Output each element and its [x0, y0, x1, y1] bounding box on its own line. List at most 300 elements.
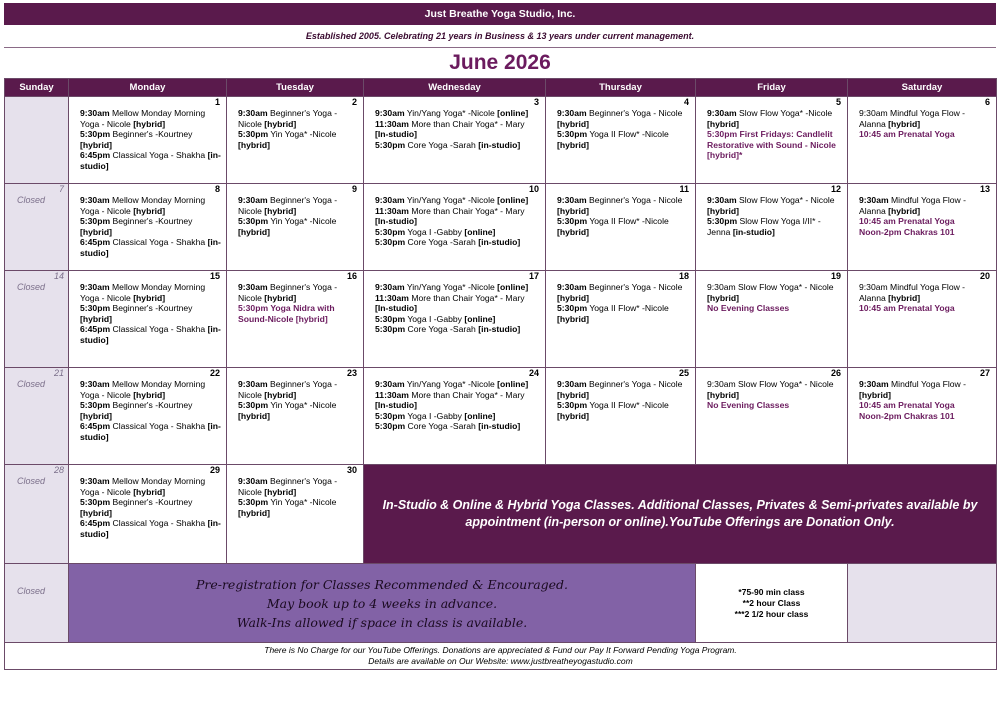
day-cell-content [69, 97, 226, 174]
class-name: Beginner's Yoga - Nicole [238, 195, 338, 216]
day-cell [227, 465, 364, 564]
class-time: 9:30am [859, 195, 889, 205]
day-number: 20 [979, 271, 990, 281]
class-name: Slow Flow Yoga* - Nicole [736, 195, 835, 205]
class-entry [557, 195, 690, 216]
class-format: [hybrid] [557, 226, 589, 237]
day-header-sunday: Sunday [5, 79, 69, 97]
class-name: Slow Flow Yoga I/II* - Jenna [707, 216, 821, 237]
week-row-last [5, 465, 997, 564]
day-cell [696, 184, 848, 271]
class-time: 5:30pm [375, 324, 406, 335]
day-number: 4 [683, 97, 689, 107]
calendar-body [5, 97, 997, 670]
class-name: More than Chair Yoga* - Mary [408, 389, 525, 400]
class-entry [80, 108, 221, 129]
class-name: 9:30am Mindful Yoga Flow - Alanna [859, 108, 966, 129]
class-name: Slow Flow Yoga* -Nicole [736, 108, 833, 118]
class-name: Beginner's -Kourtney [110, 303, 193, 314]
legend-line: **2 hour Class [742, 597, 801, 608]
sunday-cell [5, 465, 69, 564]
class-entry [557, 282, 690, 303]
class-format: [hybrid] [859, 389, 891, 400]
class-entry [80, 303, 221, 324]
featured-class: 10:45 am Prenatal Yoga [859, 400, 955, 411]
featured-class: No Evening Classes [707, 400, 790, 411]
day-cell [227, 184, 364, 271]
class-name: Classical Yoga - Shakha [110, 237, 208, 248]
class-entry [375, 119, 540, 140]
class-entry [859, 108, 991, 129]
class-format: [hybrid] [80, 410, 112, 421]
day-cell-content [227, 97, 363, 152]
class-name: Beginner's Yoga - Nicole [586, 195, 683, 205]
week-row [5, 97, 997, 184]
day-cell [696, 97, 848, 184]
week-row [5, 271, 997, 368]
class-time: 9:30am [375, 195, 405, 205]
class-name: Beginner's Yoga - Nicole [238, 282, 338, 303]
class-name: Beginner's Yoga - Nicole [238, 379, 338, 400]
class-time: 9:30am [557, 282, 587, 292]
featured-class: 10:45 am Prenatal Yoga [859, 129, 955, 140]
class-name: Yin Yoga* -Nicole [268, 129, 337, 140]
class-format: [hybrid] [264, 486, 297, 497]
class-entry [707, 195, 842, 216]
class-time: 6:45pm [80, 421, 111, 432]
featured-class: 5:30pm Yoga Nidra with Sound-Nicole [hybrid] [238, 303, 335, 324]
class-format: [hybrid] [707, 205, 739, 216]
class-format: [hybrid] [80, 226, 112, 237]
class-format: [hybrid] [707, 118, 739, 129]
day-number: 13 [979, 184, 990, 194]
class-name: Beginner's Yoga - Nicole [238, 108, 338, 129]
preregistration-note [69, 564, 696, 643]
class-time: 9:30am [238, 282, 268, 292]
class-time: 9:30am [238, 108, 268, 118]
footer-row [5, 643, 997, 670]
class-time: 9:30am [238, 195, 268, 205]
class-format: [hybrid] [133, 486, 166, 497]
class-name: Yin Yoga* -Nicole [268, 400, 337, 411]
day-cell [69, 368, 227, 465]
class-entry [238, 216, 358, 237]
day-cell-content [364, 184, 545, 250]
featured-class: 10:45 am Prenatal Yoga [859, 303, 955, 314]
day-cell [848, 184, 997, 271]
class-time: 5:30pm [557, 129, 588, 140]
class-time: 5:30pm [80, 400, 111, 411]
class-name: Core Yoga -Sarah [405, 421, 479, 432]
day-cell-content [227, 184, 363, 239]
day-cell-content [227, 368, 363, 423]
class-format: [online] [464, 226, 496, 237]
sunday-date: 21 [53, 368, 64, 378]
class-name: 9:30am Mindful Yoga Flow - Alanna [859, 282, 966, 303]
sunday-cell [5, 97, 69, 184]
class-info-box: In-Studio & Online & Hybrid Yoga Classes. Additional Classes, Privates & Semi-privates available by appointment (in-person or online).YouTube Offerings are Donation Only. [364, 465, 997, 564]
day-cell-content [227, 465, 363, 520]
class-entry [557, 129, 690, 150]
class-entry [707, 303, 842, 314]
class-entry [375, 195, 540, 206]
day-number: 11 [679, 184, 689, 194]
class-name: Yoga II Flow* -Nicole [587, 129, 669, 140]
class-entry [707, 216, 842, 237]
class-entry [859, 216, 991, 227]
class-format: [In-studio] [375, 129, 417, 140]
day-number: 2 [351, 97, 357, 107]
class-format: [hybrid] [238, 507, 270, 518]
class-entry [80, 129, 221, 150]
day-number: 17 [528, 271, 539, 281]
day-number: 16 [346, 271, 357, 281]
footer-line: Details are available on Our Website: www.justbreatheyogastudio.com [368, 656, 633, 666]
class-format: [hybrid] [707, 389, 739, 400]
class-time: 5:30pm [557, 400, 588, 411]
day-cell [364, 184, 546, 271]
class-entry [238, 108, 358, 129]
day-cell [848, 271, 997, 368]
class-entry [375, 140, 540, 151]
footer-line: There is No Charge for our YouTube Offerings. Donations are appreciated & Fund our Pay It Forward Pending Yoga Program. [264, 645, 737, 655]
class-entry [557, 400, 690, 421]
class-entry [707, 282, 842, 303]
day-number: 15 [209, 271, 220, 281]
day-header-thursday: Thursday [546, 79, 696, 97]
class-name: Yin Yoga* -Nicole [268, 497, 337, 508]
sunday-cell [5, 368, 69, 465]
class-format: [hybrid] [80, 313, 112, 324]
class-format: [hybrid] [557, 139, 589, 150]
class-entry [375, 324, 540, 335]
class-entry [375, 227, 540, 238]
class-format: [hybrid] [264, 205, 297, 216]
day-number: 25 [678, 368, 689, 378]
class-name: 9:30am Slow Flow Yoga* - Nicole [707, 282, 834, 292]
class-format: [hybrid] [264, 389, 297, 400]
class-entry [375, 206, 540, 227]
class-format: [In-studio] [375, 400, 417, 411]
class-time: 5:30pm [375, 421, 406, 432]
class-format: [in-studio] [80, 150, 221, 171]
day-header-saturday: Saturday [848, 79, 997, 97]
class-entry [238, 400, 358, 421]
class-entry [80, 476, 221, 497]
class-entry [80, 195, 221, 216]
class-entry [375, 421, 540, 432]
class-time: 6:45pm [80, 237, 111, 248]
day-number: 30 [346, 465, 357, 475]
notes-row [5, 564, 997, 643]
studio-name-banner: Just Breathe Yoga Studio, Inc. [4, 3, 996, 25]
class-entry [238, 282, 358, 303]
class-time: 5:30pm [557, 216, 588, 227]
class-name: Yin/Yang Yoga* -Nicole [404, 108, 498, 118]
sunday-cell [5, 184, 69, 271]
day-cell [696, 271, 848, 368]
class-format: [hybrid] [264, 292, 297, 303]
class-format: [hybrid] [264, 118, 297, 129]
day-cell-content [546, 368, 695, 423]
class-format: [in-studio] [478, 421, 521, 432]
day-number: 5 [835, 97, 841, 107]
sunday-cell [5, 271, 69, 368]
class-time: 6:45pm [80, 150, 111, 161]
prereg-line: May book up to 4 weeks in advance. [266, 595, 498, 611]
class-time: 9:30am [557, 195, 587, 205]
class-name: Beginner's Yoga - Nicole [238, 476, 338, 497]
class-format: [in-studio] [478, 139, 521, 150]
day-cell [546, 271, 696, 368]
class-time: 6:45pm [80, 518, 111, 529]
day-cell [227, 271, 364, 368]
sunday-date: 28 [53, 465, 64, 475]
featured-class: 10:45 am Prenatal Yoga [859, 216, 955, 227]
class-format: [hybrid] [557, 205, 589, 216]
class-format: [In-studio] [375, 216, 417, 227]
day-cell-content [696, 271, 847, 316]
class-time: 5:30pm [557, 303, 588, 314]
class-time: 9:30am [859, 379, 889, 389]
class-name: Yin/Yang Yoga* -Nicole [404, 195, 498, 205]
class-time: 5:30pm [80, 303, 111, 314]
day-number: 27 [979, 368, 990, 378]
class-entry [707, 129, 842, 161]
class-entry [375, 108, 540, 119]
day-cell [546, 97, 696, 184]
class-time: 11:30am [375, 205, 409, 216]
class-time: 5:30pm [238, 216, 269, 227]
class-entry [80, 216, 221, 237]
class-name: Mellow Monday Morning Yoga - Nicole [80, 476, 206, 497]
day-number: 3 [533, 97, 539, 107]
class-format: [hybrid] [557, 292, 589, 303]
class-name: Beginner's -Kourtney [110, 129, 193, 140]
class-time: 5:30pm [375, 226, 406, 237]
class-entry [375, 411, 540, 422]
day-number: 19 [830, 271, 841, 281]
day-number: 8 [214, 184, 220, 194]
day-cell [848, 97, 997, 184]
legend-line: *75-90 min class [738, 586, 805, 597]
duration-legend [696, 564, 848, 643]
class-time: 9:30am [80, 195, 110, 205]
legend-line: ***2 1/2 hour class [734, 608, 809, 619]
class-entry [557, 379, 690, 400]
day-cell [227, 97, 364, 184]
featured-class: Noon-2pm Chakras 101 [859, 410, 955, 421]
class-time: 9:30am [557, 108, 587, 118]
class-name: Beginner's -Kourtney [110, 400, 193, 411]
class-entry [238, 195, 358, 216]
class-format: [online] [497, 108, 529, 118]
class-entry [80, 379, 221, 400]
day-cell-content [364, 271, 545, 337]
day-cell-content [546, 271, 695, 326]
month-title: June 2026 [449, 51, 551, 74]
class-format: [hybrid] [80, 139, 112, 150]
class-time: 9:30am [80, 108, 110, 118]
closed-label: Closed [17, 195, 46, 205]
class-entry [375, 379, 540, 390]
class-name: Core Yoga -Sarah [405, 324, 479, 335]
featured-class: No Evening Classes [707, 303, 790, 314]
class-entry [707, 379, 842, 400]
class-entry [859, 411, 991, 422]
closed-label: Closed [17, 476, 46, 486]
day-cell-content [364, 97, 545, 152]
class-format: [online] [497, 195, 529, 205]
class-entry [80, 421, 221, 442]
featured-class: 5:30pm First Fridays: Candlelit Restorative with Sound - Nicole [hybrid]* [707, 129, 836, 161]
day-cell-content [69, 465, 226, 542]
day-header-row [5, 79, 997, 97]
day-cell [69, 271, 227, 368]
day-cell [364, 271, 546, 368]
class-name: Yin Yoga* -Nicole [268, 216, 337, 227]
class-format: [in-studio] [80, 518, 221, 539]
class-format: [hybrid] [80, 507, 112, 518]
class-format: [online] [497, 282, 529, 292]
class-format: [hybrid] [238, 410, 270, 421]
class-time: 11:30am [375, 389, 409, 400]
class-time: 9:30am [557, 379, 587, 389]
class-entry [859, 129, 991, 140]
class-entry [859, 195, 991, 216]
class-entry [80, 150, 221, 171]
sunday-cell [5, 564, 69, 643]
class-name: Beginner's Yoga - Nicole [586, 379, 683, 389]
class-time: 5:30pm [80, 216, 111, 227]
class-entry [238, 379, 358, 400]
class-name: Yoga II Flow* -Nicole [587, 216, 669, 227]
class-format: [in-studio] [732, 226, 775, 237]
class-format: [in-studio] [80, 324, 221, 345]
class-time: 5:30pm [375, 237, 406, 248]
day-number: 29 [209, 465, 220, 475]
class-entry [707, 108, 842, 129]
day-header-friday: Friday [696, 79, 848, 97]
class-format: [hybrid] [707, 292, 739, 303]
day-number: 18 [678, 271, 689, 281]
class-format: [hybrid] [557, 410, 589, 421]
class-name: More than Chair Yoga* - Mary [408, 292, 525, 303]
class-entry [859, 227, 991, 238]
class-time: 9:30am [80, 476, 110, 486]
sunday-date: 14 [53, 271, 64, 281]
class-time: 5:30pm [80, 497, 111, 508]
class-time: 11:30am [375, 118, 409, 129]
class-name: Beginner's -Kourtney [110, 497, 193, 508]
class-entry [238, 476, 358, 497]
day-cell [69, 465, 227, 564]
closed-label: Closed [17, 379, 46, 389]
day-cell-content [696, 184, 847, 239]
class-name: Mellow Monday Morning Yoga - Nicole [80, 195, 206, 216]
class-name: Mindful Yoga Flow - Alanna [859, 195, 967, 216]
class-entry [80, 400, 221, 421]
class-entry [859, 303, 991, 314]
calendar-table [4, 78, 997, 670]
class-entry [80, 497, 221, 518]
class-name: Mellow Monday Morning Yoga - Nicole [80, 108, 206, 129]
class-format: [online] [464, 313, 496, 324]
class-entry [80, 518, 221, 539]
class-time: 9:30am [238, 476, 268, 486]
prereg-line: Pre-registration for Classes Recommended & Encouraged. [195, 576, 569, 592]
class-time: 5:30pm [375, 410, 406, 421]
class-format: [hybrid] [888, 205, 921, 216]
day-cell-content [696, 368, 847, 413]
class-entry [375, 314, 540, 325]
class-format: [hybrid] [133, 118, 166, 129]
class-format: [hybrid] [557, 389, 589, 400]
class-time: 6:45pm [80, 324, 111, 335]
day-number: 26 [830, 368, 841, 378]
class-time: 9:30am [707, 108, 737, 118]
day-cell-content [696, 97, 847, 163]
class-time: 9:30am [375, 108, 405, 118]
class-entry [557, 303, 690, 324]
week-row [5, 184, 997, 271]
day-number: 6 [984, 97, 990, 107]
class-name: Classical Yoga - Shakha [110, 421, 208, 432]
class-format: [hybrid] [238, 139, 270, 150]
class-time: 9:30am [707, 195, 737, 205]
class-time: 9:30am [375, 282, 405, 292]
class-format: [In-studio] [375, 303, 417, 314]
class-format: [hybrid] [133, 389, 166, 400]
class-entry [859, 400, 991, 411]
class-name: Classical Yoga - Shakha [110, 324, 208, 335]
featured-class: Noon-2pm Chakras 101 [859, 226, 955, 237]
class-format: [in-studio] [478, 324, 521, 335]
day-cell [364, 368, 546, 465]
empty-saturday-cell [848, 564, 997, 643]
day-cell-content [546, 97, 695, 152]
day-cell [364, 97, 546, 184]
class-time: 9:30am [80, 282, 110, 292]
class-entry [557, 216, 690, 237]
class-entry [859, 282, 991, 303]
day-number: 23 [346, 368, 357, 378]
class-entry [859, 379, 991, 400]
week-row [5, 368, 997, 465]
prereg-line: Walk-Ins allowed if space in class is available. [236, 614, 528, 630]
class-name: Yoga I -Gabby [405, 410, 465, 421]
class-time: 9:30am [80, 379, 110, 389]
class-entry [375, 390, 540, 411]
class-format: [hybrid] [133, 292, 166, 303]
class-name: Yoga II Flow* -Nicole [587, 303, 669, 314]
day-cell [69, 97, 227, 184]
class-format: [hybrid] [238, 226, 270, 237]
class-name: Classical Yoga - Shakha [110, 518, 208, 529]
class-time: 9:30am [375, 379, 405, 389]
class-entry [80, 282, 221, 303]
day-cell [696, 368, 848, 465]
class-time: 5:30pm [375, 139, 406, 150]
class-format: [hybrid] [557, 313, 589, 324]
class-name: Beginner's -Kourtney [110, 216, 193, 227]
day-cell [546, 184, 696, 271]
class-name: More than Chair Yoga* - Mary [408, 205, 525, 216]
class-format: [hybrid] [133, 205, 166, 216]
day-header-tuesday: Tuesday [227, 79, 364, 97]
class-name: More than Chair Yoga* - Mary [408, 118, 525, 129]
day-cell-content [69, 184, 226, 261]
